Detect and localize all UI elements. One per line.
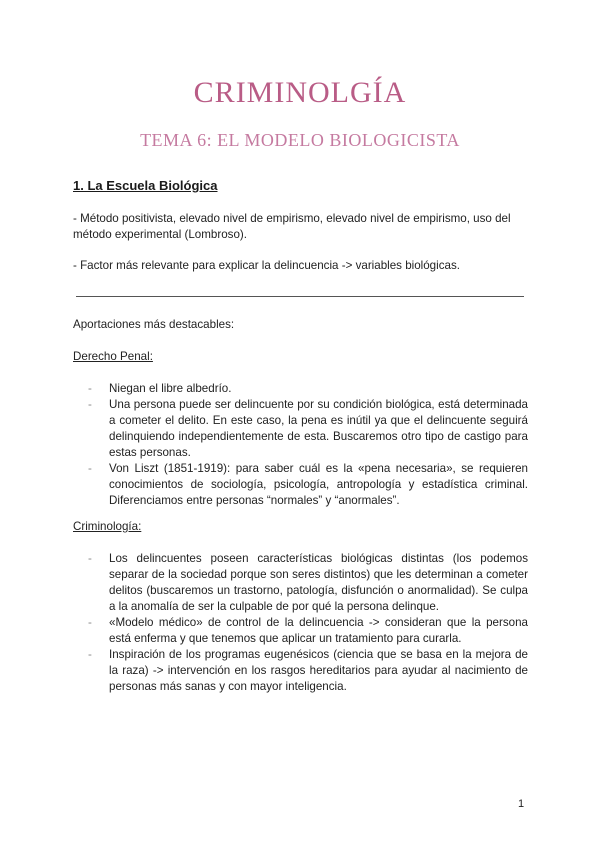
bullet-dash: - — [88, 552, 92, 565]
criminologia-list — [88, 551, 528, 695]
derecho-penal-list — [88, 381, 528, 509]
bullet-dash: - — [88, 616, 92, 629]
list-item-text: Inspiración de los programas eugenésicos (ciencia que se basa en la mejora de la raza) -> intervención en los rasgos hereditarios para ayudar al nacimiento de personas más sanas y con mayor inteligencia. — [109, 648, 528, 693]
paragraph-factor: - Factor más relevante para explicar la delincuencia -> variables biológicas. — [73, 259, 460, 272]
criminologia-heading: Criminología: — [73, 520, 142, 533]
section-heading: 1. La Escuela Biológica — [73, 178, 218, 193]
list-item-text: Una persona puede ser delincuente por su condición biológica, está determinada a cometer el delito. En este caso, la pena es inútil ya que el delincuente seguirá delinquiendo independientemente de esta. Buscaremos otro tipo de castigo para estas personas. — [109, 398, 528, 459]
page-number: 1 — [518, 798, 525, 810]
document-title: CRIMINOLGÍA — [193, 76, 407, 109]
aportaciones-label: Aportaciones más destacables: — [73, 318, 235, 331]
derecho-penal-heading: Derecho Penal: — [73, 350, 153, 363]
bullet-dash: - — [88, 398, 92, 411]
list-item — [88, 461, 528, 509]
document-subtitle: TEMA 6: EL MODELO BIOLOGICISTA — [140, 130, 460, 150]
horizontal-divider — [76, 296, 524, 297]
paragraph-method: - Método positivista, elevado nivel de empirismo, elevado nivel de empirismo, uso del método experimental (Lombroso). — [73, 212, 511, 241]
list-item-text: Los delincuentes poseen características biológicas distintas (los podemos separar de la sociedad porque son seres distintos) que les determinan a cometer delitos (buscaremos un trastorno, patología, disfunción o anormalidad). Se culpa a la anomalía de ser la culpable de por qué la persona delinque. — [109, 552, 528, 613]
list-item-text: Von Liszt (1851-1919): para saber cuál es la «pena necesaria», se requieren conocimientos de sociología, psicología, antropología y estadística criminal. Diferenciamos entre personas “normales” y “anormales”. — [109, 462, 528, 507]
list-item — [88, 551, 528, 615]
list-item — [88, 647, 528, 695]
list-item-text: Niegan el libre albedrío. — [109, 382, 232, 395]
bullet-dash: - — [88, 382, 92, 395]
list-item-text: «Modelo médico» de control de la delincuencia -> consideran que la persona está enferma y que tenemos que aplicar un tratamiento para curarla. — [109, 616, 528, 645]
list-item — [88, 615, 528, 647]
list-item — [88, 381, 528, 397]
bullet-dash: - — [88, 648, 92, 661]
bullet-dash: - — [88, 462, 92, 475]
list-item — [88, 397, 528, 461]
